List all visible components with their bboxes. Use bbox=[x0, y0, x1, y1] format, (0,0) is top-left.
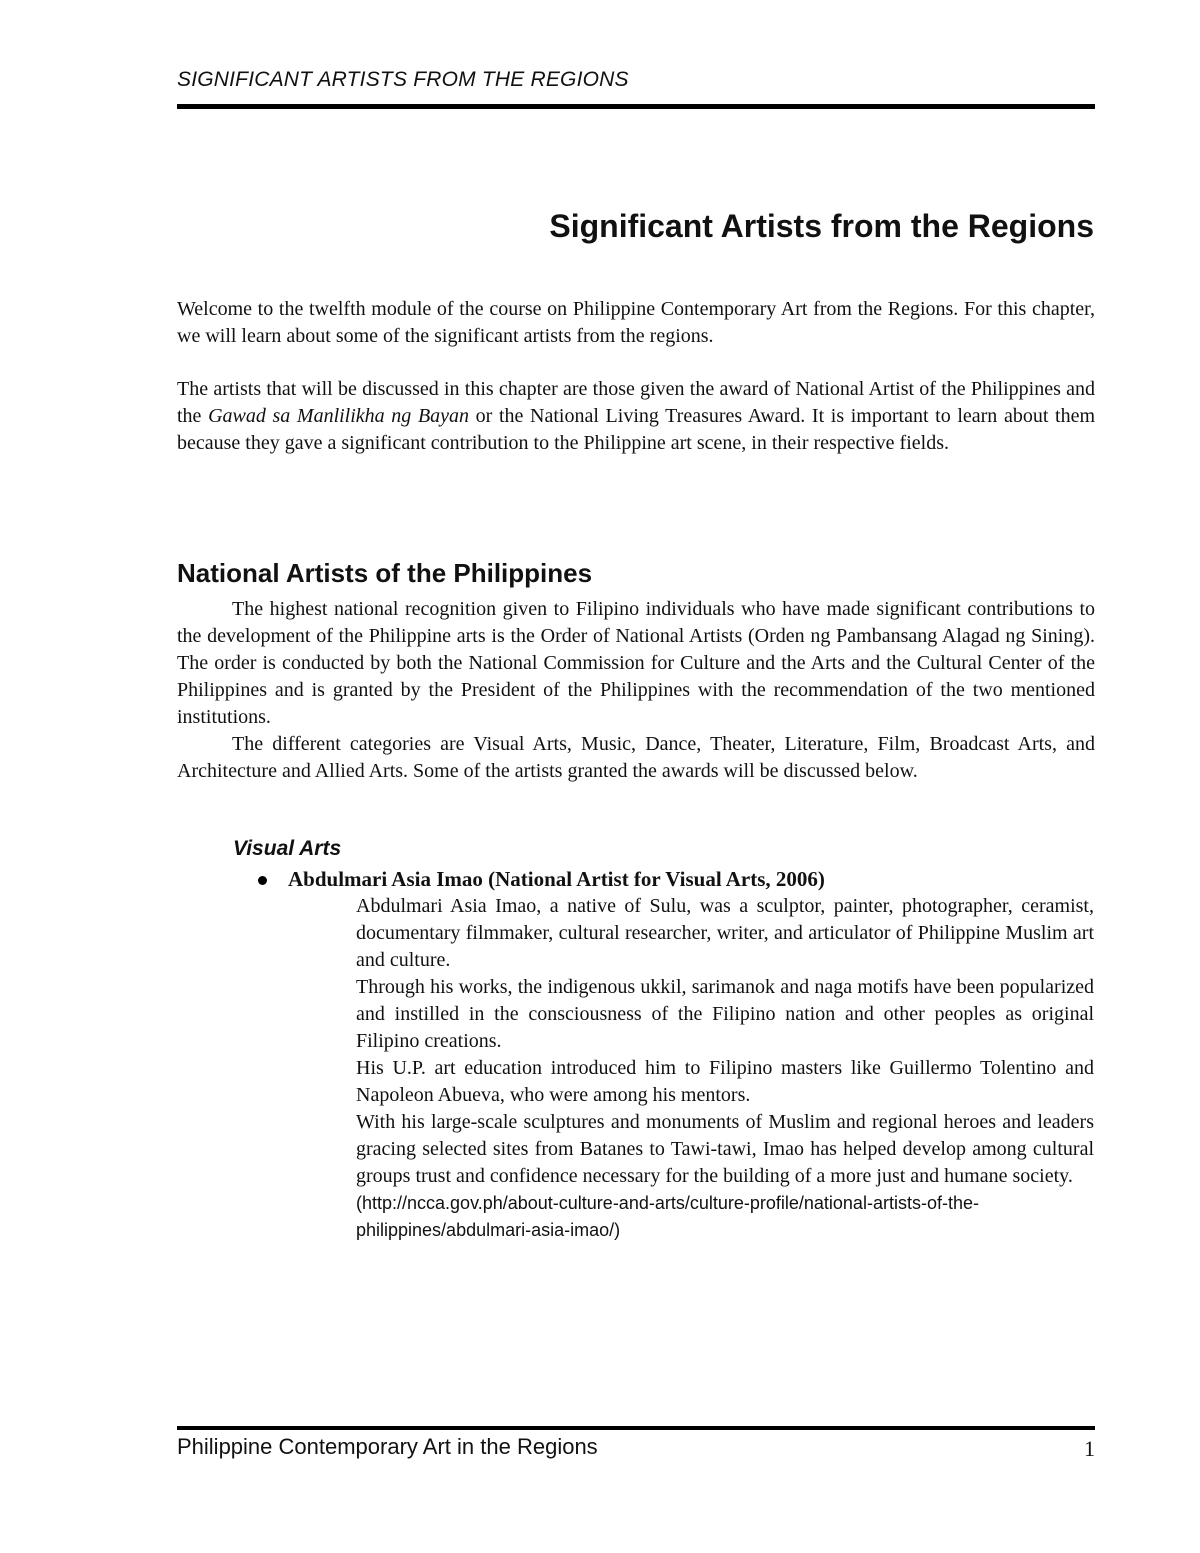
artist-name: Abdulmari Asia Imao (National Artist for Visual Arts, 2006) bbox=[288, 867, 825, 891]
page-title: Significant Artists from the Regions bbox=[549, 208, 1094, 244]
artist-paragraph: Through his works, the indigenous ukkil, sarimanok and naga motifs have been popularized and instilled in the consciousness of the Filipino nation and other peoples as original Filipino creations. bbox=[356, 976, 1094, 1052]
intro-p2-award-name: Gawad sa Manlilikha ng Bayan bbox=[208, 405, 470, 427]
section-paragraph-1: The highest national recognition given to Filipino individuals who have made significant contributions to the development of the Philippine arts is the Order of National Artists (Orden ng Pambansang Alagad ng Sining). The order is conducted by both the National Commission for Culture and the Arts and the Cultural Center of the Philippines and is granted by the President of the Philippines with the recommendation of the two mentioned institutions. bbox=[177, 598, 1095, 728]
artist-paragraph: Abdulmari Asia Imao, a native of Sulu, was a sculptor, painter, photographer, ceramist, documentary filmmaker, cultural researcher, writer, and articulator of Philippine Muslim art and culture. bbox=[356, 895, 1094, 971]
bullet-icon bbox=[258, 876, 267, 885]
artist-paragraph: His U.P. art education introduced him to Filipino masters like Guillermo Tolentino and Napoleon Abueva, who were among his mentors. bbox=[356, 1057, 1094, 1106]
section-body bbox=[177, 596, 1095, 785]
header-rule bbox=[177, 104, 1095, 109]
section-heading: National Artists of the Philippines bbox=[177, 558, 593, 588]
footer-rule bbox=[177, 1426, 1095, 1430]
page-number: 1 bbox=[1084, 1436, 1095, 1461]
section-paragraph-2: The different categories are Visual Arts, Music, Dance, Theater, Literature, Film, Broadcast Arts, and Architecture and Allied Arts. Some of the artists granted the awards will be discussed below. bbox=[177, 733, 1095, 782]
artist-paragraph: With his large-scale sculptures and monuments of Muslim and regional heroes and leaders gracing selected sites from Batanes to Tawi-tawi, Imao has helped develop among cultural groups trust and confidence necessary for the building of a more just and humane society. bbox=[356, 1111, 1094, 1187]
intro-p2-text-b: or the National Living Treasures Award. It is important to learn about them because they gave a significant contribution to the Philippine art scene, in their respective fields. bbox=[177, 405, 1096, 454]
intro-p2-text-a: The artists that will be discussed in this chapter are those given the award of National Artist of the Philippines and the bbox=[177, 378, 1095, 427]
intro-paragraph-1: Welcome to the twelfth module of the course on Philippine Contemporary Art from the Regions. For this chapter, we will learn about some of the significant artists from the regions. bbox=[177, 298, 1095, 347]
source-link[interactable]: (http://ncca.gov.ph/about-culture-and-arts/culture-profile/national-artists-of-the-philippines/abdulmari-asia-imao/) bbox=[356, 1193, 979, 1240]
artist-entry bbox=[258, 866, 1098, 1244]
subsection-heading-visual-arts: Visual Arts bbox=[233, 837, 342, 860]
artist-description bbox=[356, 893, 1094, 1244]
artist-name-line bbox=[258, 866, 1098, 893]
running-header: SIGNIFICANT ARTISTS FROM THE REGIONS bbox=[177, 68, 629, 91]
intro-paragraph-2 bbox=[177, 376, 1095, 457]
footer-title: Philippine Contemporary Art in the Regions bbox=[177, 1434, 598, 1459]
